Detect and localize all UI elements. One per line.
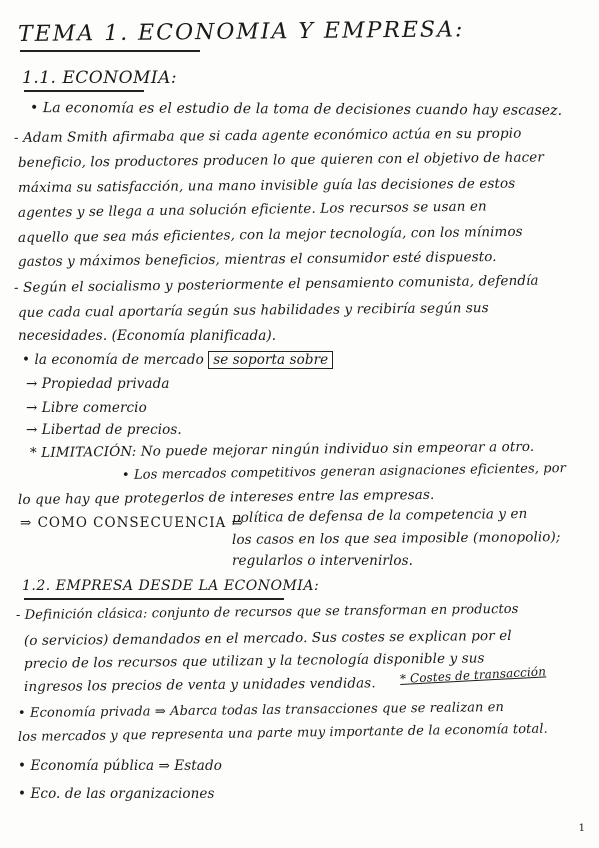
cost-note: * Costes de transacción bbox=[399, 664, 547, 686]
limitation-line: lo que hay que protegerlos de intereses entre las empresas. bbox=[17, 486, 435, 508]
text-line: • Economía privada ⇒ Abarca todas las transacciones que se realizan en bbox=[17, 700, 505, 721]
section-heading-economia: 1.1. ECONOMIA: bbox=[22, 68, 178, 88]
market-box: se soporta sobre bbox=[208, 351, 333, 369]
text-line: • Economía pública ⇒ Estado bbox=[18, 758, 222, 774]
limitation-line: * LIMITACIÓN: No puede mejorar ningún individuo sin empeorar a otro. bbox=[29, 438, 535, 461]
text-line: los mercados y que representa una parte muy importante de la economía total. bbox=[17, 721, 548, 745]
market-item: → Propiedad privada bbox=[26, 376, 170, 392]
text-line: precio de los recursos que utilizan y la tecnología disponible y sus bbox=[23, 650, 485, 672]
consequence-label: ⇒ COMO CONSECUENCIA ⇒ bbox=[20, 515, 244, 531]
section-underline bbox=[24, 598, 284, 600]
market-item: → Libertad de precios. bbox=[26, 422, 182, 438]
text-line: que cada cual aportaría según sus habilidades y recibiría según sus bbox=[17, 300, 489, 321]
text-line: necesidades. (Economía planificada). bbox=[18, 328, 277, 344]
text-line: - Definición clásica: conjunto de recursos que se transforman en productos bbox=[15, 601, 519, 623]
market-intro: • la economía de mercado bbox=[22, 352, 204, 368]
section-underline bbox=[24, 90, 144, 92]
text-line: aquello que sea más eficientes, con la mejor tecnología, con los mínimos bbox=[17, 223, 523, 246]
text-line: gastos y máximos beneficios, mientras el consumidor esté dispuesto. bbox=[17, 248, 497, 270]
text-line: agentes y se llega a una solución eficiente. Los recursos se usan en bbox=[17, 198, 487, 221]
market-economy-line bbox=[22, 352, 333, 368]
page-number: 1 bbox=[578, 823, 585, 834]
title-underline bbox=[20, 50, 200, 52]
section-heading-empresa: 1.2. EMPRESA DESDE LA ECONOMIA: bbox=[22, 578, 320, 594]
text-line: - Adam Smith afirmaba que si cada agente económico actúa en su propio bbox=[13, 125, 522, 146]
text-line: (o servicios) demandados en el mercado. Sus costes se explican por el bbox=[23, 627, 512, 649]
market-item: → Libre comercio bbox=[26, 400, 147, 416]
text-line: • La economía es el estudio de la toma de decisiones cuando hay escasez. bbox=[29, 100, 563, 119]
text-line: máxima su satisfacción, una mano invisible guía las decisiones de estos bbox=[17, 175, 516, 196]
consequence-line: los casos en los que sea imposible (monopolio); bbox=[231, 529, 561, 548]
limitation-line: • Los mercados competitivos generan asignaciones eficientes, por bbox=[121, 461, 567, 483]
text-line: - Según el socialismo y posteriormente el pensamiento comunista, defendía bbox=[13, 272, 539, 296]
text-line: beneficio, los productores producen lo que quieren con el objetivo de hacer bbox=[17, 149, 544, 171]
text-line: ingresos los precios de venta y unidades vendidas. bbox=[23, 675, 376, 695]
consequence-line: política de defensa de la competencia y en bbox=[231, 505, 528, 526]
page-title: TEMA 1. ECONOMIA Y EMPRESA: bbox=[17, 17, 465, 47]
consequence-line: regularlos o intervenirlos. bbox=[232, 553, 414, 569]
text-line: • Eco. de las organizaciones bbox=[18, 786, 215, 802]
